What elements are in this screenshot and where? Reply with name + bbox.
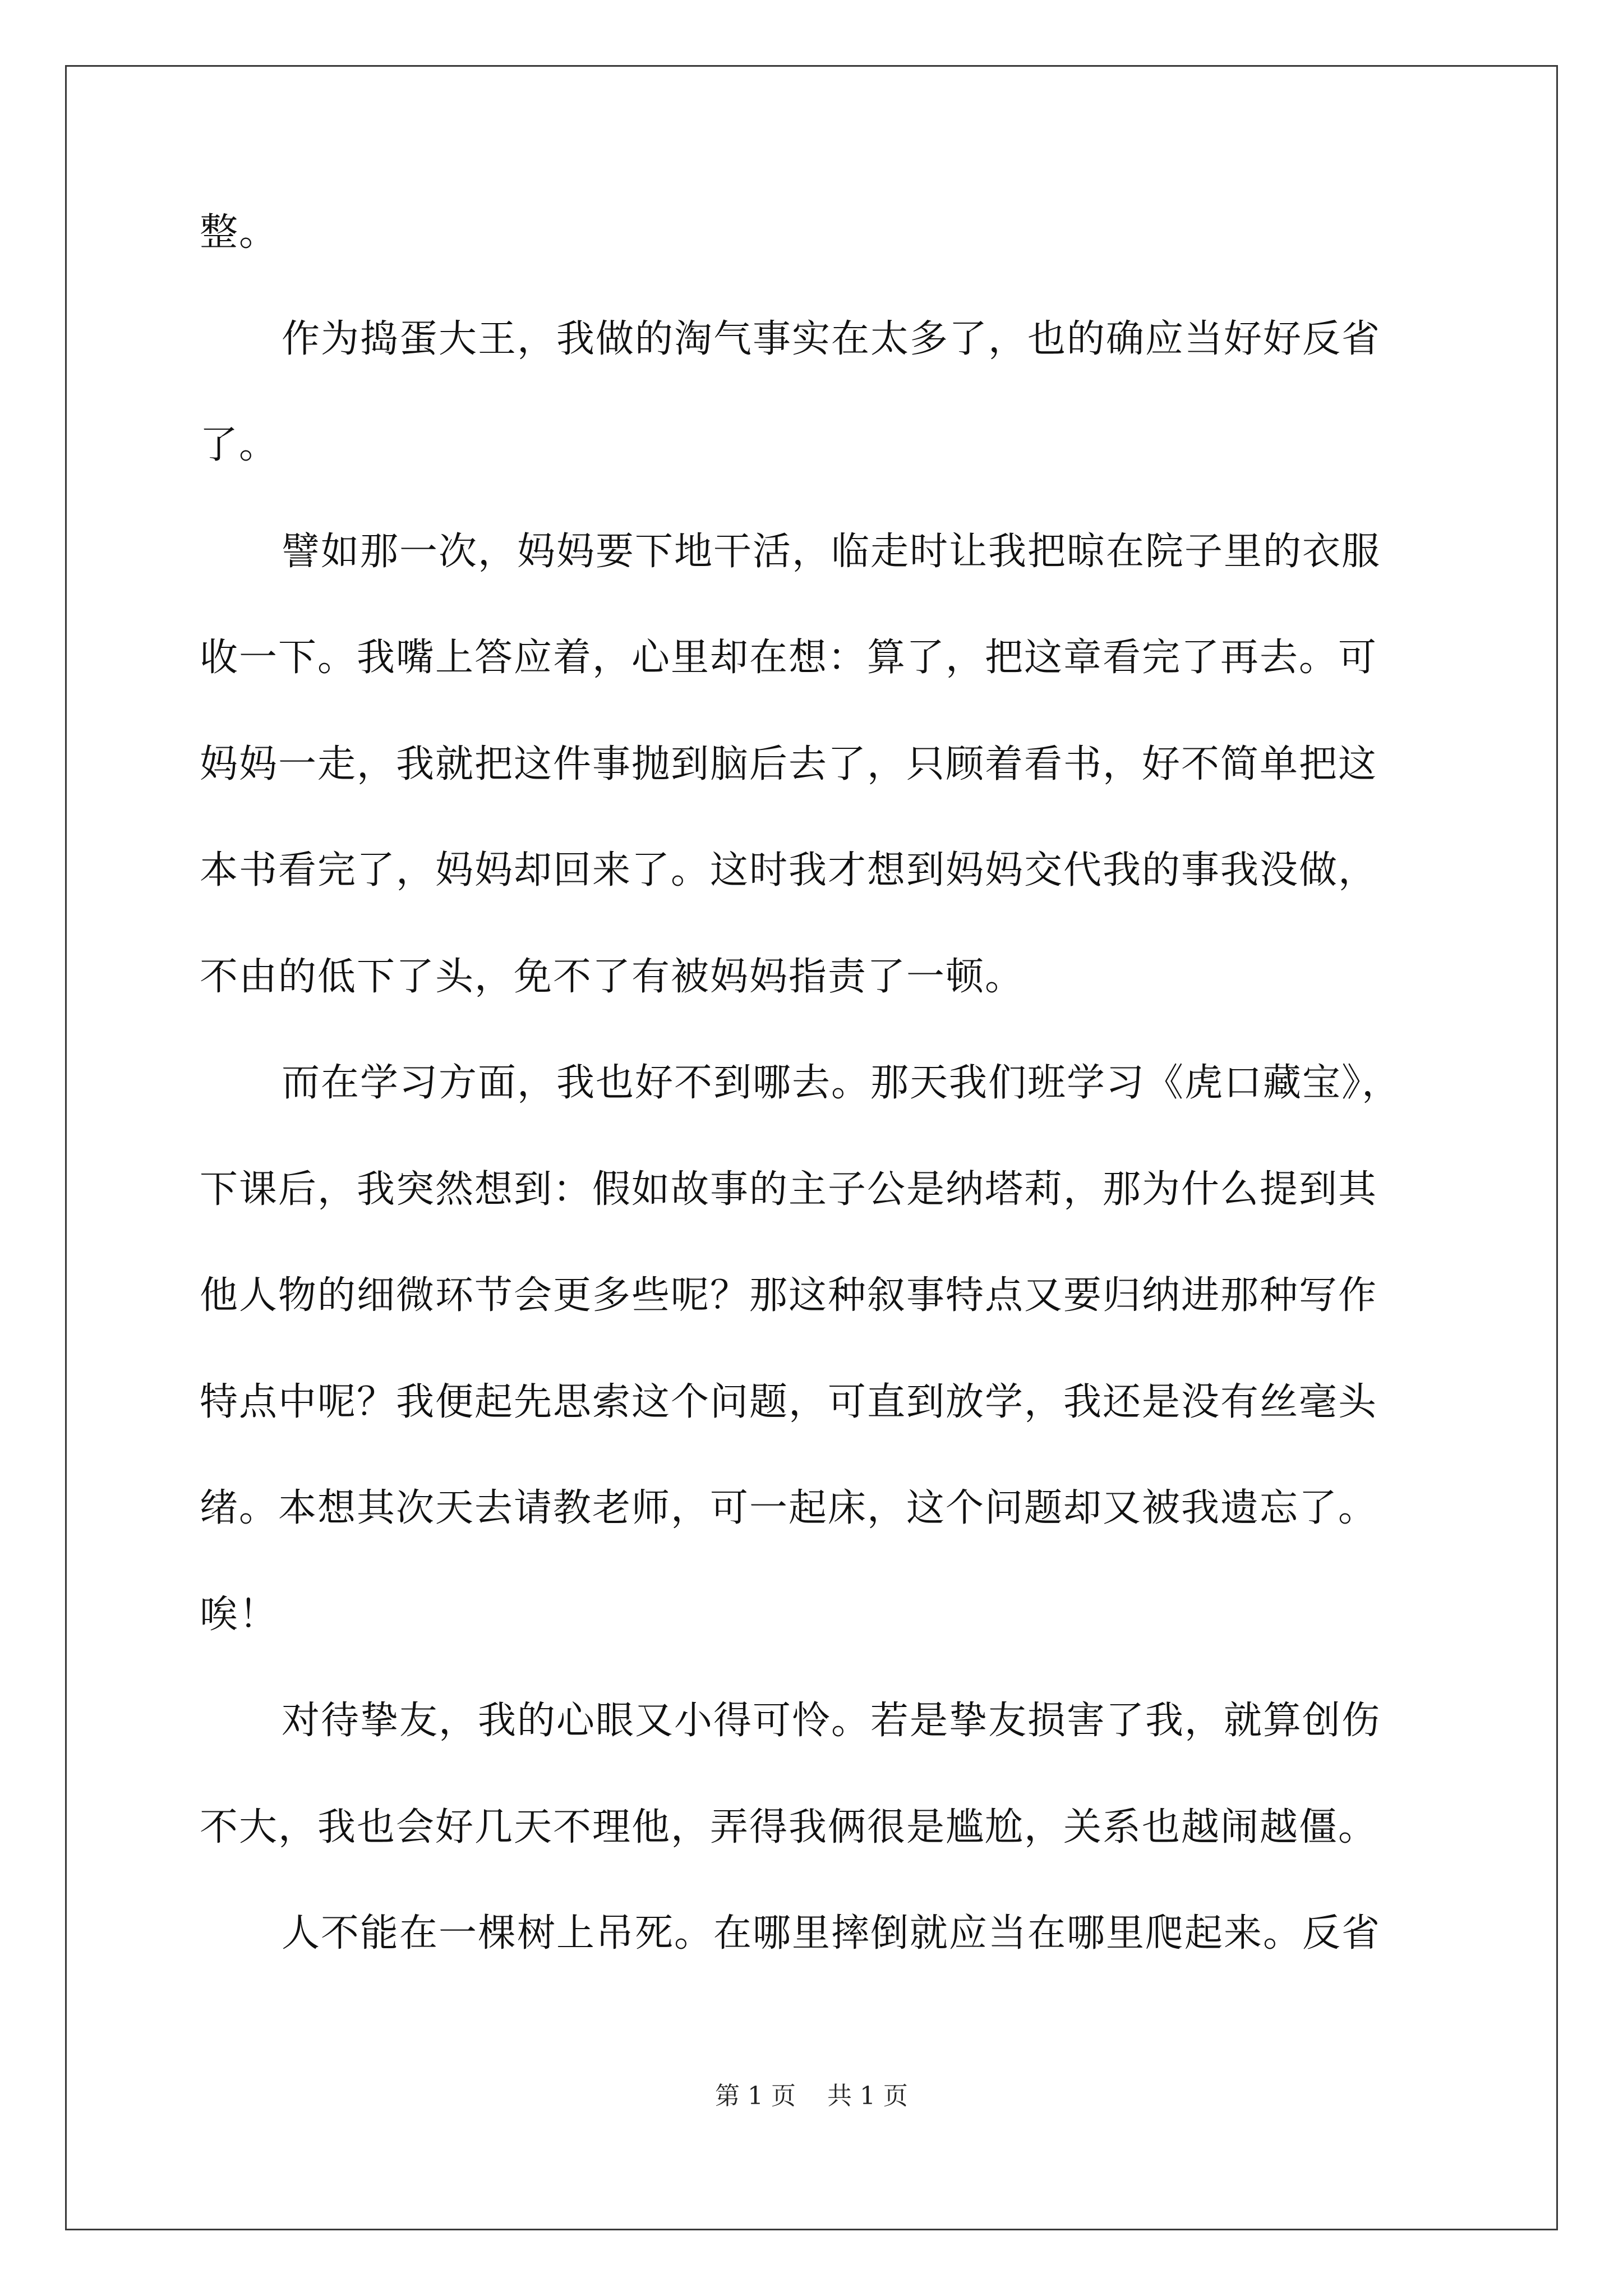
text-line: 譬如那一次，妈妈要下地干活，临走时让我把晾在院子里的衣服 [282, 529, 1381, 574]
text-line: 唉！ [200, 1592, 279, 1637]
text-line: 而在学习方面，我也好不到哪去。那天我们班学习《虎口藏宝》， [282, 1061, 1401, 1105]
text-line: 人不能在一棵树上吊死。在哪里摔倒就应当在哪里爬起来。反省 [282, 1911, 1381, 1955]
text-line: 绪。本想其次天去请教老师，可一起床，这个问题却又被我遗忘了。 [200, 1486, 1378, 1530]
text-line: 作为捣蛋大王，我做的淘气事实在太多了，也的确应当好好反省 [282, 316, 1381, 361]
page-border [65, 65, 1558, 2230]
text-line: 妈妈一走，我就把这件事抛到脑后去了，只顾着看书，好不简单把这 [200, 742, 1378, 786]
text-line: 不大，我也会好几天不理他，弄得我俩很是尴尬，关系也越闹越僵。 [200, 1805, 1378, 1849]
text-line: 特点中呢？我便起先思索这个问题，可直到放学，我还是没有丝毫头 [200, 1379, 1378, 1424]
text-line: 他人物的细微环节会更多些呢？那这种叙事特点又要归纳进那种写作 [200, 1273, 1378, 1318]
text-line: 整。 [200, 210, 279, 255]
text-line: 了。 [200, 423, 279, 467]
text-line: 下课后，我突然想到：假如故事的主子公是纳塔莉，那为什么提到其 [200, 1167, 1378, 1212]
text-line: 对待挚友，我的心眼又小得可怜。若是挚友损害了我，就算创伤 [282, 1699, 1381, 1743]
page-footer: 第 1 页 共 1 页 [715, 2082, 908, 2110]
text-line: 不由的低下了头，免不了有被妈妈指责了一顿。 [200, 954, 1025, 999]
text-line: 收一下。我嘴上答应着，心里却在想：算了，把这章看完了再去。可 [200, 636, 1378, 680]
text-line: 本书看完了，妈妈却回来了。这时我才想到妈妈交代我的事我没做， [200, 848, 1378, 892]
